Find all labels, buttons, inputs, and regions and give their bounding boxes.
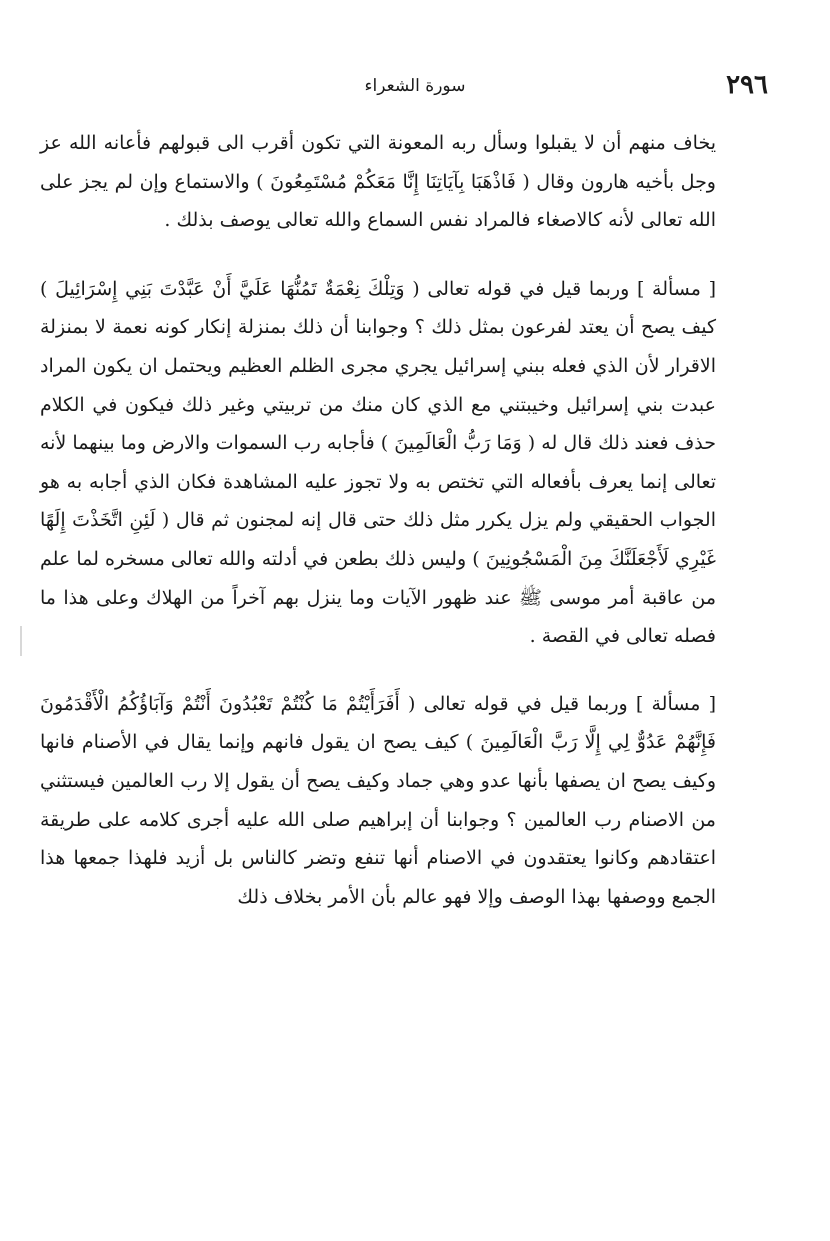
paragraph-question-2: [ مسألة ] وربما قيل في قوله تعالى ( أَفَرَأَيْتُمْ مَا كُنْتُمْ تَعْبُدُونَ أَنْتُمْ وَآبَاؤُكُمُ الْأَقْدَمُونَ فَإِنَّهُمْ عَدُوٌّ لِي إِلَّا رَبَّ الْعَالَمِينَ ) كيف يصح ان يقول فانهم وإنما يقال في الأصنام فانها وكيف يصح ان يصفها بأنها عدو وهي جماد وكيف يصح أن يقول إلا رب العالمين فيستثني من الاصنام رب العالمين ؟ وجوابنا أن إبراهيم صلى الله عليه أجرى كلامه على طريقة اعتقادهم وكانوا يعتقدون في الاصنام أنها تنفع وتضر كالناس بل أزيد فلهذا جمعها هذا الجمع ووصفها بهذا الوصف وإلا فهو عالم بأن الأمر بخلاف ذلك bbox=[40, 692, 716, 908]
scan-margin-mark bbox=[20, 626, 28, 656]
body-text bbox=[40, 124, 716, 916]
paragraph-question-1: [ مسألة ] وربما قيل في قوله تعالى ( وَتِلْكَ نِعْمَةٌ تَمُنُّهَا عَلَيَّ أَنْ عَبَّدْتَ بَنِي إِسْرَائِيلَ ) كيف يصح أن يعتد لفرعون بمثل ذلك ؟ وجوابنا أن ذلك بمنزلة إنكار كونه نعمة لا بمنزلة الاقرار لأن الذي فعله ببني إسرائيل يجري مجرى الظلم العظيم ويحتمل ان يكون المراد عبدت بني إسرائيل وخيبتني مع الذي كان منك من تربيتي وغير ذلك فيكون في الكلام حذف فعند ذلك قال له ( وَمَا رَبُّ الْعَالَمِينَ ) فأجابه رب السموات والارض وما بينهما لأنه تعالى إنما يعرف بأفعاله التي تختص به ولا تجوز عليه المشاهدة فكان الذي أجابه به هو الجواب الحقيقي ولم يزل يكرر مثل ذلك حتى قال إنه لمجنون ثم قال ( لَئِنِ اتَّخَذْتَ إِلَهًا غَيْرِي لَأَجْعَلَنَّكَ مِنَ الْمَسْجُونِينَ ) وليس ذلك بطعن في أدلته والله تعالى مسخره لما علم من عاقبة أمر موسى ﷺ عند ظهور الآيات وما ينزل بهم آخراً من الهلاك وعلى هذا ما فصله تعالى في القصة . bbox=[40, 277, 716, 648]
page-header bbox=[60, 68, 770, 108]
running-title: سورة الشعراء bbox=[364, 76, 466, 96]
paragraph-spacer bbox=[40, 240, 716, 270]
paragraph-intro: يخاف منهم أن لا يقبلوا وسأل ربه المعونة التي تكون أقرب الى قبولهم فأعانه الله عز وجل بأخيه هارون وقال ( فَاذْهَبَا بِآيَاتِنَا إِنَّا مَعَكُمْ مُسْتَمِعُونَ ) والاستماع وإن لم يجز على الله تعالى لأنه كالاصغاء فالمراد نفس السماع والله تعالى يوصف بذلك . bbox=[40, 132, 716, 232]
paragraph-spacer bbox=[40, 656, 716, 685]
page-number: ٢٩٦ bbox=[726, 70, 768, 100]
